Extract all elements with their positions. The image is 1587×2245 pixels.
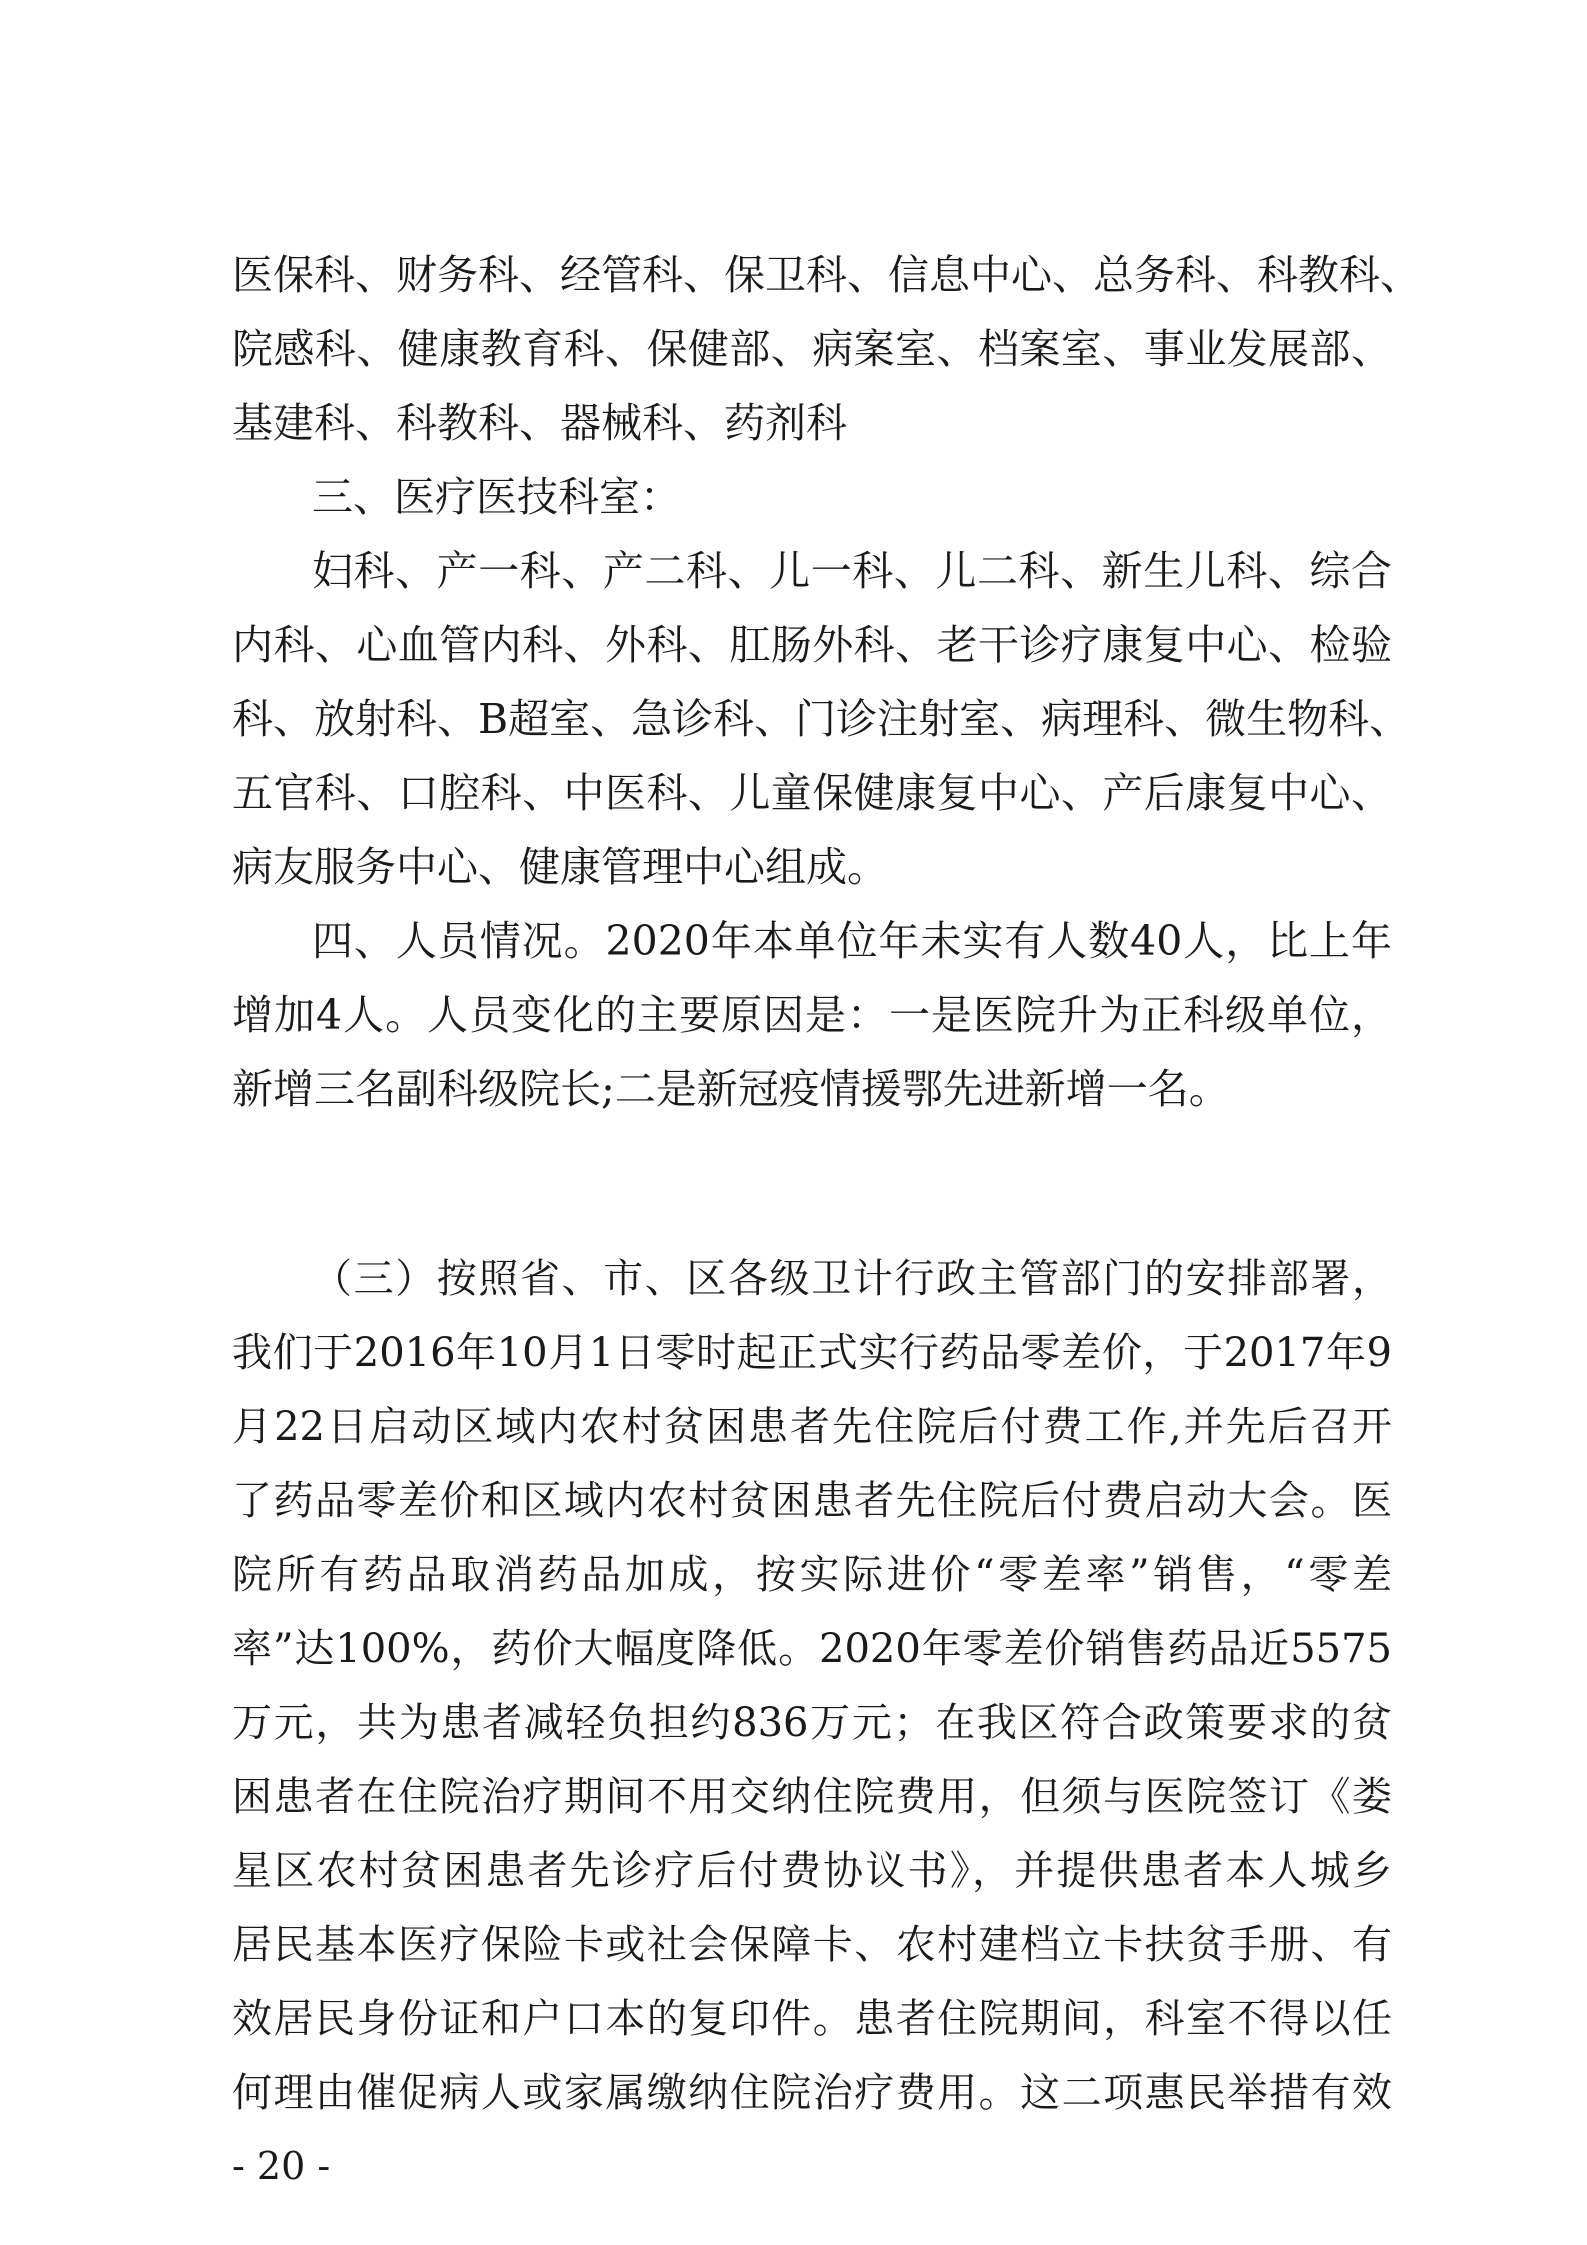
policy-paragraph-line: 院所有药品取消药品加成，按实际进价“零差率”销售，“零差 [232,1552,1392,1598]
staffing-paragraph-line: 增加4人。人员变化的主要原因是：一是医院升为正科级单位， [232,991,1392,1039]
policy-paragraph-line: 了药品零差价和区域内农村贫困患者先住院后付费启动大会。医 [232,1478,1392,1524]
policy-paragraph-line: 效居民身份证和户口本的复印件。患者住院期间，科室不得以任 [232,1996,1392,2042]
clinical-department-line: 科、放射科、B超室、急诊科、门诊注射室、病理科、微生物科、 [232,695,1411,743]
policy-paragraph-line: 率”达100%，药价大幅度降低。2020年零差价销售药品近5575 [232,1626,1392,1672]
clinical-department-line: 病友服务中心、健康管理中心组成。 [232,843,888,891]
staffing-paragraph-line: 新增三名副科级院长;二是新冠疫情援鄂先进新增一名。 [232,1065,1230,1113]
policy-paragraph-line: 居民基本医疗保险卡或社会保障卡、农村建档立卡扶贫手册、有 [232,1922,1392,1968]
department-list-line: 医保科、财务科、经管科、保卫科、信息中心、总务科、科教科、 [232,251,1421,299]
page-number: - 20 - [232,2144,331,2188]
policy-paragraph-line: 我们于2016年10月1日零时起正式实行药品零差价，于2017年9 [232,1330,1392,1376]
clinical-department-line: 妇科、产一科、产二科、儿一科、儿二科、新生儿科、综合 [312,547,1392,595]
section-heading: 三、医疗医技科室： [312,473,681,521]
clinical-department-line: 内科、心血管内科、外科、肛肠外科、老干诊疗康复中心、检验 [232,621,1392,669]
policy-paragraph-line: 星区农村贫困患者先诊疗后付费协议书》，并提供患者本人城乡 [232,1848,1392,1894]
department-list-line: 院感科、健康教育科、保健部、病案室、档案室、事业发展部、 [232,325,1392,373]
policy-paragraph-line: 何理由催促病人或家属缴纳住院治疗费用。这二项惠民举措有效 [232,2070,1392,2116]
policy-paragraph-line: （三）按照省、市、区各级卫计行政主管部门的安排部署， [312,1256,1392,1302]
staffing-paragraph-line: 四、人员情况。2020年本单位年未实有人数40人，比上年 [312,917,1392,965]
policy-paragraph-line: 万元，共为患者减轻负担约836万元；在我区符合政策要求的贫 [232,1700,1392,1746]
department-list-line: 基建科、科教科、器械科、药剂科 [232,399,847,447]
policy-paragraph-line: 困患者在住院治疗期间不用交纳住院费用，但须与医院签订《娄 [232,1774,1392,1820]
policy-paragraph-line: 月22日启动区域内农村贫困患者先住院后付费工作,并先后召开 [232,1404,1392,1450]
clinical-department-line: 五官科、口腔科、中医科、儿童保健康复中心、产后康复中心、 [232,769,1392,817]
